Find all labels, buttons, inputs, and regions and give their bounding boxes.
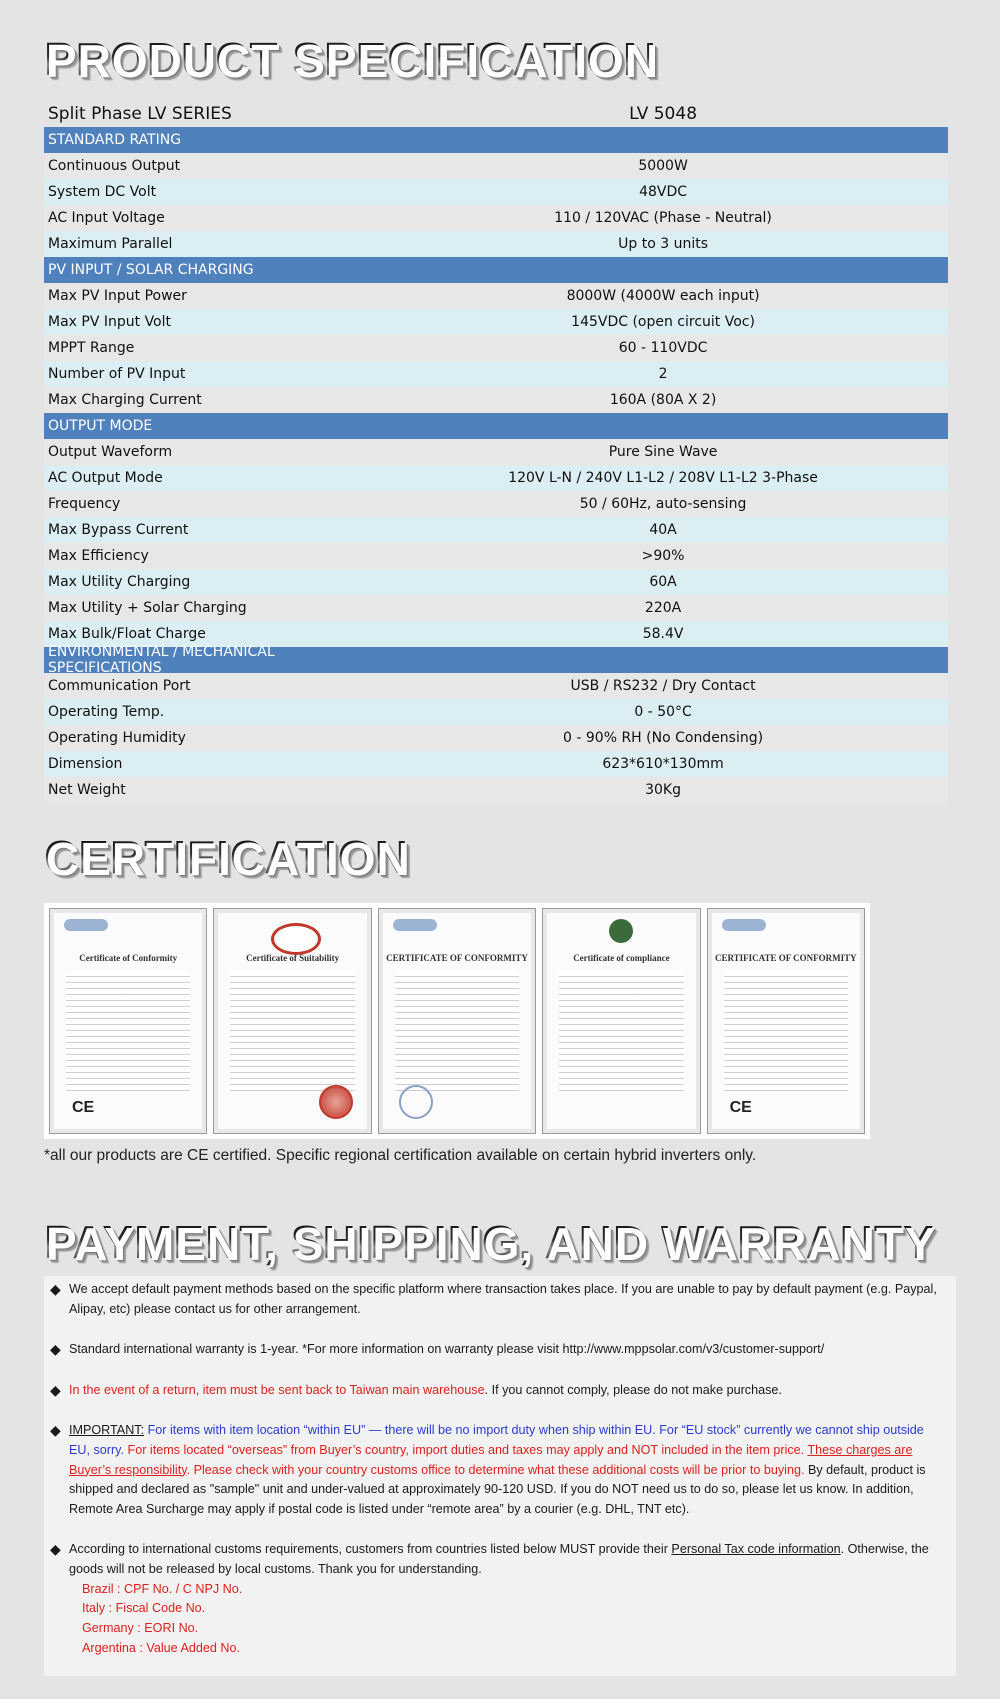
spec-row <box>44 465 948 491</box>
saa-logo-icon <box>271 923 321 955</box>
spec-row <box>44 673 948 699</box>
certificate-title: Certificate of compliance <box>573 953 670 963</box>
import-duty-item <box>50 1421 948 1519</box>
spec-row <box>44 491 948 517</box>
country-tax-item: Germany : EORI No. <box>82 1621 199 1636</box>
tax-code-intro: According to international customs requirements, customers from countries listed below MUST provide their <box>69 1542 672 1557</box>
country-tax-item: Italy : Fiscal Code No. <box>82 1601 206 1616</box>
certificate-image <box>213 908 371 1134</box>
certificate-text-lines <box>66 971 190 1093</box>
spec-row <box>44 153 948 179</box>
buyer-responsibility: These charges are Buyer’s responsibility <box>69 1442 913 1477</box>
certification-note: *all our products are CE certified. Specific regional certification available on certain hybrid inverters only. <box>44 1147 757 1164</box>
spec-value: 60 - 110VDC <box>618 340 708 356</box>
certificate-logo-icon <box>393 919 437 931</box>
important-label: IMPORTANT: <box>69 1423 145 1438</box>
diamond-bullet-icon: ◆ <box>50 1381 61 1398</box>
certificate-image <box>542 908 700 1134</box>
spec-label: Frequency <box>48 496 121 512</box>
spec-label: AC Input Voltage <box>48 210 165 226</box>
return-warning: In the event of a return, item must be sent back to Taiwan main warehouse <box>69 1382 485 1397</box>
customs-check-notice: . Please check with your country customs office to determine what these additional costs will be prior to buying. <box>186 1462 805 1477</box>
spec-label: Continuous Output <box>48 158 181 174</box>
certificate-title: CERTIFICATE OF CONFORMITY <box>386 953 528 963</box>
spec-value: Up to 3 units <box>618 236 708 252</box>
country-tax-item: Argentina : Value Added No. <box>82 1640 240 1655</box>
series-label: Split Phase LV SERIES <box>48 104 232 124</box>
country-tax-item: Brazil : CPF No. / C NPJ No. <box>82 1581 243 1596</box>
spec-value: USB / RS232 / Dry Contact <box>570 678 756 694</box>
warranty-item <box>50 1340 948 1360</box>
spec-value: 110 / 120VAC (Phase - Neutral) <box>554 210 772 226</box>
spec-section-header <box>44 413 948 439</box>
spec-label: Maximum Parallel <box>48 236 173 252</box>
import-duty-text <box>69 1421 948 1519</box>
spec-row <box>44 777 948 803</box>
spec-value: 220A <box>644 600 682 616</box>
certificate-logo-icon <box>64 919 108 931</box>
diamond-bullet-icon: ◆ <box>50 1541 61 1558</box>
spec-label: System DC Volt <box>48 184 157 200</box>
spec-row <box>44 699 948 725</box>
spec-label: Number of PV Input <box>48 366 186 382</box>
overseas-notice: For items located “overseas” from Buyer’s country, import duties and taxes may apply and NOT included in the item price. <box>124 1442 808 1457</box>
tax-code-outro: . Otherwise, the goods will not be released by local customs. Thank you for understanding. <box>69 1542 929 1576</box>
spec-row <box>44 361 948 387</box>
spec-value: 48VDC <box>639 184 688 200</box>
spec-row <box>44 517 948 543</box>
spec-label: Max Utility + Solar Charging <box>48 600 247 616</box>
spec-value: 30Kg <box>645 782 681 798</box>
spec-row <box>44 543 948 569</box>
spec-label: Max PV Input Power <box>48 288 187 304</box>
certificate-logo-icon <box>722 919 766 931</box>
spec-label: Operating Humidity <box>48 730 186 746</box>
tax-code-item <box>50 1540 948 1579</box>
certificate-gallery <box>44 903 870 1139</box>
spec-row <box>44 179 948 205</box>
spec-label: Communication Port <box>48 678 191 694</box>
spec-row <box>44 283 948 309</box>
spec-row <box>44 595 948 621</box>
section-title: ENVIRONMENTAL / MECHANICAL SPECIFICATIONS <box>48 644 275 676</box>
spec-value: 145VDC (open circuit Voc) <box>571 314 755 330</box>
spec-label: Max Bulk/Float Charge <box>48 626 206 642</box>
spec-row <box>44 751 948 777</box>
spec-label: Net Weight <box>48 782 126 798</box>
payment-shipping-warranty-heading: PAYMENT, SHIPPING, AND WARRANTY <box>44 1216 935 1268</box>
spec-value: 0 - 90% RH (No Condensing) <box>563 730 764 746</box>
spec-title-row <box>44 101 948 127</box>
certificate-logo-icon <box>609 919 633 943</box>
certificate-title: Certificate of Suitability <box>246 953 340 963</box>
eu-notice: For items with item location “within EU” — there will be no import duty when ship within EU. For “EU stock” currently we cannot ship outside EU, sorry. <box>69 1423 924 1457</box>
spec-value: 58.4V <box>642 626 684 642</box>
seal-icon <box>399 1085 433 1119</box>
spec-value: 160A (80A X 2) <box>609 392 717 408</box>
spec-row <box>44 725 948 751</box>
return-text <box>69 1381 948 1401</box>
spec-value: 40A <box>649 522 677 538</box>
spec-section-header <box>44 127 948 153</box>
spec-label: Output Waveform <box>48 444 173 460</box>
spec-value: 60A <box>649 574 677 590</box>
certificate-text-lines <box>395 971 519 1093</box>
spec-label: MPPT Range <box>48 340 135 356</box>
diamond-bullet-icon: ◆ <box>50 1281 61 1297</box>
spec-value: 0 - 50°C <box>634 704 692 720</box>
spec-row <box>44 309 948 335</box>
return-rest: . If you cannot comply, please do not make purchase. <box>484 1382 782 1397</box>
certificate-image <box>707 908 865 1134</box>
certification-heading: CERTIFICATION <box>44 831 409 883</box>
tax-code-text <box>69 1540 948 1579</box>
seal-icon <box>319 1085 353 1119</box>
spec-value: 50 / 60Hz, auto-sensing <box>579 496 747 512</box>
certificate-title: Certificate of Conformity <box>79 953 178 963</box>
declared-value-notice: By default, product is shipped and declared as "sample" unit and under-valued at approximately 90-120 USD. If you do NOT need us to do so, please let us know. In addition, Remote Area Surcharge may apply if postal code is listed under “remote area” by a courier (e.g. DHL, TNT etc). <box>69 1462 926 1516</box>
certificate-image <box>378 908 536 1134</box>
spec-label: Dimension <box>48 756 123 772</box>
model-label: LV 5048 <box>629 104 698 124</box>
section-title: OUTPUT MODE <box>48 418 153 434</box>
spec-row <box>44 205 948 231</box>
section-title: PV INPUT / SOLAR CHARGING <box>48 262 254 278</box>
personal-tax-code-label: Personal Tax code information <box>671 1542 841 1557</box>
diamond-bullet-icon: ◆ <box>50 1341 61 1358</box>
spec-value: >90% <box>641 548 685 564</box>
spec-section-header <box>44 257 948 283</box>
certificate-image <box>49 908 207 1134</box>
spec-row <box>44 569 948 595</box>
spec-row <box>44 335 948 361</box>
spec-table <box>44 101 948 803</box>
spec-value: 2 <box>658 366 668 382</box>
diamond-bullet-icon: ◆ <box>50 1422 61 1439</box>
spec-value: Pure Sine Wave <box>608 444 718 460</box>
spec-label: Max PV Input Volt <box>48 314 171 330</box>
ce-mark-icon: CE <box>72 1099 95 1116</box>
spec-row <box>44 231 948 257</box>
spec-value: 5000W <box>638 158 688 174</box>
product-specification-heading: PRODUCT SPECIFICATION <box>44 33 658 85</box>
spec-row <box>44 439 948 465</box>
certificate-title: CERTIFICATE OF CONFORMITY <box>714 953 857 963</box>
spec-value: 623*610*130mm <box>602 756 724 772</box>
spec-value: 8000W (4000W each input) <box>566 288 760 304</box>
certificate-text-lines <box>230 971 354 1093</box>
certificate-text-lines <box>559 971 683 1093</box>
spec-label: Operating Temp. <box>48 704 165 720</box>
spec-label: Max Efficiency <box>48 548 149 564</box>
spec-label: Max Charging Current <box>48 392 202 408</box>
warranty-text: Standard international warranty is 1-year. *For more information on warranty please visit http://www.mppsolar.com/v3/customer-support/ <box>69 1342 825 1357</box>
payment-text: We accept default payment methods based on the specific platform where transaction takes place. If you are unable to pay by default payment (e.g. Paypal, Alipay, etc) please contact us for other arrangement. <box>69 1282 937 1316</box>
section-title: STANDARD RATING <box>48 132 182 148</box>
spec-value: 120V L-N / 240V L1-L2 / 208V L1-L2 3-Phase <box>508 470 818 486</box>
spec-label: Max Utility Charging <box>48 574 191 590</box>
country-tax-list <box>82 1580 948 1659</box>
spec-label: Max Bypass Current <box>48 522 189 538</box>
ce-mark-icon: CE <box>729 1099 752 1116</box>
payment-info-box <box>44 1276 956 1676</box>
payment-item <box>50 1280 948 1319</box>
spec-label: AC Output Mode <box>48 470 163 486</box>
spec-section-header <box>44 644 948 676</box>
return-item <box>50 1381 948 1401</box>
spec-row <box>44 387 948 413</box>
certificate-text-lines <box>724 971 848 1093</box>
